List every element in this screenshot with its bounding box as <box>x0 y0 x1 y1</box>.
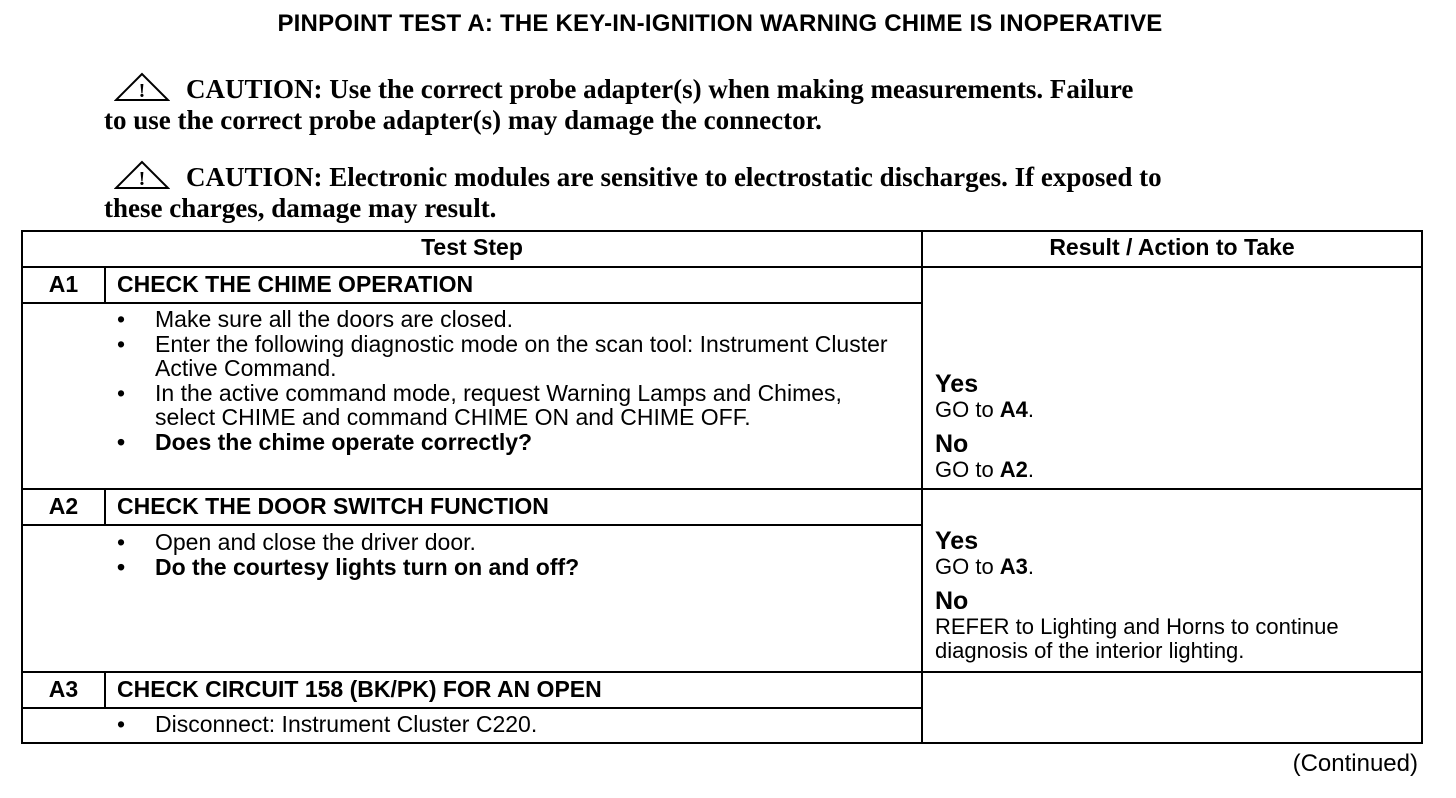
step-id: A3 <box>48 676 79 702</box>
table-border-left <box>21 230 23 744</box>
step-instructions <box>117 712 897 737</box>
continued-label: (Continued) <box>1292 750 1418 777</box>
caution-text-line1: CAUTION: Electronic modules are sensitive to electrostatic discharges. If exposed to <box>186 162 1162 192</box>
step-id-divider <box>104 266 106 304</box>
pinpoint-test-table <box>21 230 1423 744</box>
step-title: CHECK THE CHIME OPERATION <box>117 271 474 297</box>
row-divider <box>21 671 1423 673</box>
column-header-test-step: Test Step <box>421 234 523 260</box>
list-item: • Disconnect: Instrument Cluster C220. <box>117 712 897 737</box>
result-actions <box>935 370 1415 482</box>
goto-step-link[interactable]: A2 <box>999 457 1028 482</box>
action-text: GO to A3. <box>935 554 1035 579</box>
caution-text-line1: CAUTION: Use the correct probe adapter(s) when making measurements. Failure <box>186 74 1134 104</box>
result-actions <box>935 527 1415 663</box>
action-text: REFER to Lighting and Horns to continue <box>935 614 1339 639</box>
step-instructions <box>117 307 897 454</box>
page-title: PINPOINT TEST A: THE KEY-IN-IGNITION WARNING CHIME IS INOPERATIVE <box>277 10 1163 37</box>
svg-text:!: ! <box>138 168 146 190</box>
list-item: • In the active command mode, request Warning Lamps and Chimes, select CHIME and command CHIME ON and CHIME OFF. <box>117 381 897 430</box>
step-id: A1 <box>48 271 79 297</box>
step-id: A2 <box>48 493 79 519</box>
caution-text-line2: these charges, damage may result. <box>104 193 497 223</box>
row-divider <box>21 707 921 709</box>
action-text: GO to A4. <box>935 397 1035 422</box>
row-divider <box>21 524 921 526</box>
row-divider <box>21 488 1423 490</box>
caution-notice-electrostatic <box>104 162 1334 224</box>
list-item: • Enter the following diagnostic mode on the scan tool: Instrument Cluster Active Command. <box>117 332 897 381</box>
goto-step-link[interactable]: A3 <box>999 554 1028 579</box>
answer-yes: Yes <box>935 370 979 398</box>
step-title: CHECK THE DOOR SWITCH FUNCTION <box>117 493 549 519</box>
list-item-question: • Does the chime operate correctly? <box>117 430 897 455</box>
table-border-bottom <box>21 742 1423 744</box>
warning-triangle-icon <box>114 72 170 102</box>
table-border-right <box>1421 230 1423 744</box>
warning-triangle-icon <box>114 160 170 190</box>
caution-notice-probe-adapter <box>104 74 1334 136</box>
row-divider <box>21 266 1423 268</box>
list-item-question: • Do the courtesy lights turn on and off? <box>117 555 897 580</box>
step-title: CHECK CIRCUIT 158 (BK/PK) FOR AN OPEN <box>117 676 602 702</box>
step-id-divider <box>104 671 106 709</box>
svg-text:!: ! <box>138 80 146 102</box>
step-instructions <box>117 530 897 579</box>
answer-no: No <box>935 430 969 458</box>
list-item: • Make sure all the doors are closed. <box>117 307 897 332</box>
column-divider <box>921 230 923 744</box>
caution-text-line2: to use the correct probe adapter(s) may damage the connector. <box>104 105 822 135</box>
list-item: • Open and close the driver door. <box>117 530 897 555</box>
answer-yes: Yes <box>935 527 979 555</box>
goto-step-link[interactable]: A4 <box>999 397 1028 422</box>
answer-no: No <box>935 587 969 615</box>
row-divider <box>21 302 921 304</box>
column-header-result: Result / Action to Take <box>1049 234 1295 260</box>
action-text: diagnosis of the interior lighting. <box>935 638 1245 663</box>
action-text: GO to A2. <box>935 457 1035 482</box>
step-id-divider <box>104 488 106 526</box>
table-border-top <box>21 230 1423 232</box>
